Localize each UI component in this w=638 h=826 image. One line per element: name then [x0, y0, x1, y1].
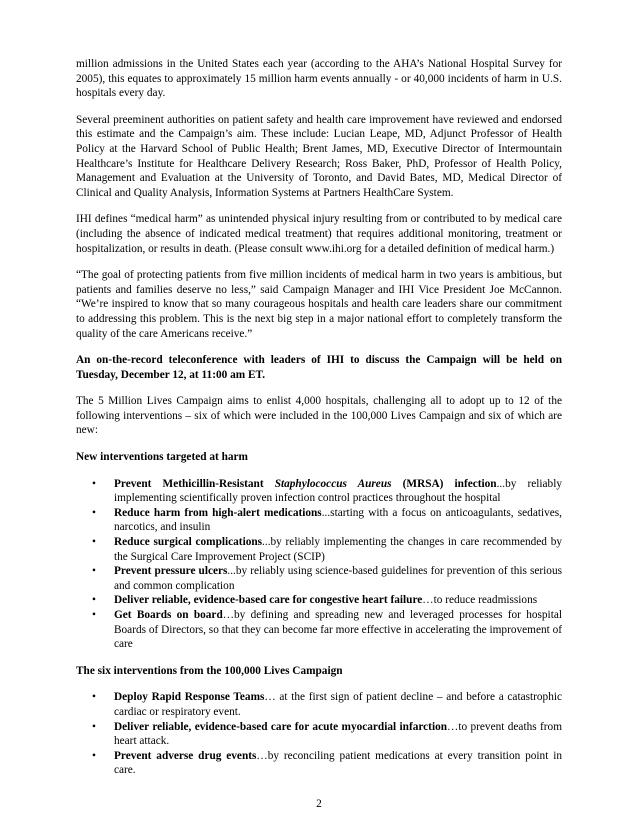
item-title: Deliver reliable, evidence-based care for congestive heart failure — [114, 594, 423, 607]
list-new-interventions — [76, 477, 562, 652]
bullet-icon: • — [92, 691, 96, 704]
paragraph-authorities: Several preeminent authorities on patient safety and health care improvement have reviewed and endorsed this estimate and the Campaign’s aim. These include: Lucian Leape, MD, Adjunct Professor of Health Policy at the Harvard School of Public Health; Brent James, MD, Executive Director of Intermountain Healthcare’s Institute for Healthcare Delivery Research; Ross Baker, PhD, Professor of Health Policy, Management and Evaluation at the University of Toronto, and David Bates, MD, Medical Director of Clinical and Quality Analysis, Information Systems at Partners HealthCare System. — [76, 113, 562, 199]
bullet-icon: • — [92, 720, 96, 733]
item-title-italic: Staphylococcus Aureus — [274, 477, 392, 490]
list-item — [76, 690, 562, 719]
item-title: Prevent pressure ulcers — [114, 565, 228, 578]
page-number: 2 — [316, 798, 322, 810]
paragraph-quote: “The goal of protecting patients from five million incidents of medical harm in two years is ambitious, but patients and families deserve no less,” said Campaign Manager and IHI Vice President Joe McCannon. “We’re inspired to know that so many courageous hospitals and health care leaders share our commitment to addressing this problem. This is the next big step in a major national effort to completely transform the quality of the care Americans receive.” — [76, 269, 562, 340]
item-title: Prevent adverse drug events — [114, 749, 257, 762]
bullet-icon: • — [92, 609, 96, 621]
item-title: Reduce harm from high-alert medications — [114, 506, 322, 519]
item-description: … at the first sign of patient decline – and before a catastrophic cardiac or respiratory event. — [114, 691, 562, 718]
paragraph-campaign-intro: The 5 Million Lives Campaign aims to enlist 4,000 hospitals, challenging all to adopt up to 12 of the following interventions – six of which were included in the 100,000 Lives Campaign and six of which are new: — [76, 395, 562, 437]
list-item — [76, 593, 562, 608]
list-item — [76, 608, 562, 652]
item-description: …to prevent deaths from heart attack. — [114, 720, 562, 748]
teleconference-notice: An on-the-record teleconference with leaders of IHI to discuss the Campaign will be held on Tuesday, December 12, at 11:00 am ET. — [76, 354, 562, 381]
item-description: ...by reliably using science-based guidelines for prevention of this serious and common complication — [114, 565, 562, 592]
bullet-icon: • — [92, 749, 96, 762]
item-title: Get Boards on board — [114, 609, 223, 621]
bullet-icon: • — [92, 477, 96, 490]
paragraph-admissions: million admissions in the United States each year (according to the AHA’s National Hospital Survey for 2005), this equates to approximately 15 million harm events annually - or 40,000 incidents of harm in U.S. hospitals every day. — [76, 58, 562, 100]
item-title: Deliver reliable, evidence-based care for acute myocardial infarction — [114, 720, 448, 733]
heading-new-interventions: New interventions targeted at harm — [76, 451, 248, 464]
item-description: …by defining and spreading new and leveraged processes for hospital Boards of Directors, so that they can become far more effective in accelerating the improvement of care — [114, 609, 562, 651]
item-description: …by reconciling patient medications at every transition point in care. — [114, 749, 562, 777]
item-title: Deploy Rapid Response Teams — [114, 691, 265, 704]
item-title-suffix: (MRSA) infection — [391, 477, 497, 490]
list-item — [76, 564, 562, 593]
item-title: Reduce surgical complications — [114, 536, 263, 549]
item-description: ...by reliably implementing scientifically proven infection control practices throughout the hospital — [114, 477, 562, 505]
bullet-icon: • — [92, 594, 96, 607]
item-description: ...starting with a focus on anticoagulants, sedatives, narcotics, and insulin — [114, 506, 562, 534]
bullet-icon: • — [92, 565, 96, 578]
list-item — [76, 720, 562, 749]
list-item — [76, 749, 562, 778]
item-description: …to reduce readmissions — [422, 594, 538, 607]
list-item — [76, 477, 562, 506]
list-item — [76, 506, 562, 535]
bullet-icon: • — [92, 536, 96, 549]
item-description: ...by reliably implementing the changes in care recommended by the Surgical Care Improvement Project (SCIP) — [114, 536, 562, 563]
list-item — [76, 535, 562, 564]
bullet-icon: • — [92, 506, 96, 519]
item-title: Prevent Methicillin-Resistant — [114, 477, 275, 490]
heading-six-interventions: The six interventions from the 100,000 Lives Campaign — [76, 664, 343, 677]
paragraph-harm-definition: IHI defines “medical harm” as unintended physical injury resulting from or contributed to by medical care (including the absence of indicated medical treatment) that requires additional monitoring, treatment or hospitalization, or results in death. (Please consult www.ihi.org for a detailed definition of medical harm.) — [76, 213, 562, 255]
list-six-interventions — [76, 690, 562, 778]
document-page — [76, 57, 562, 778]
